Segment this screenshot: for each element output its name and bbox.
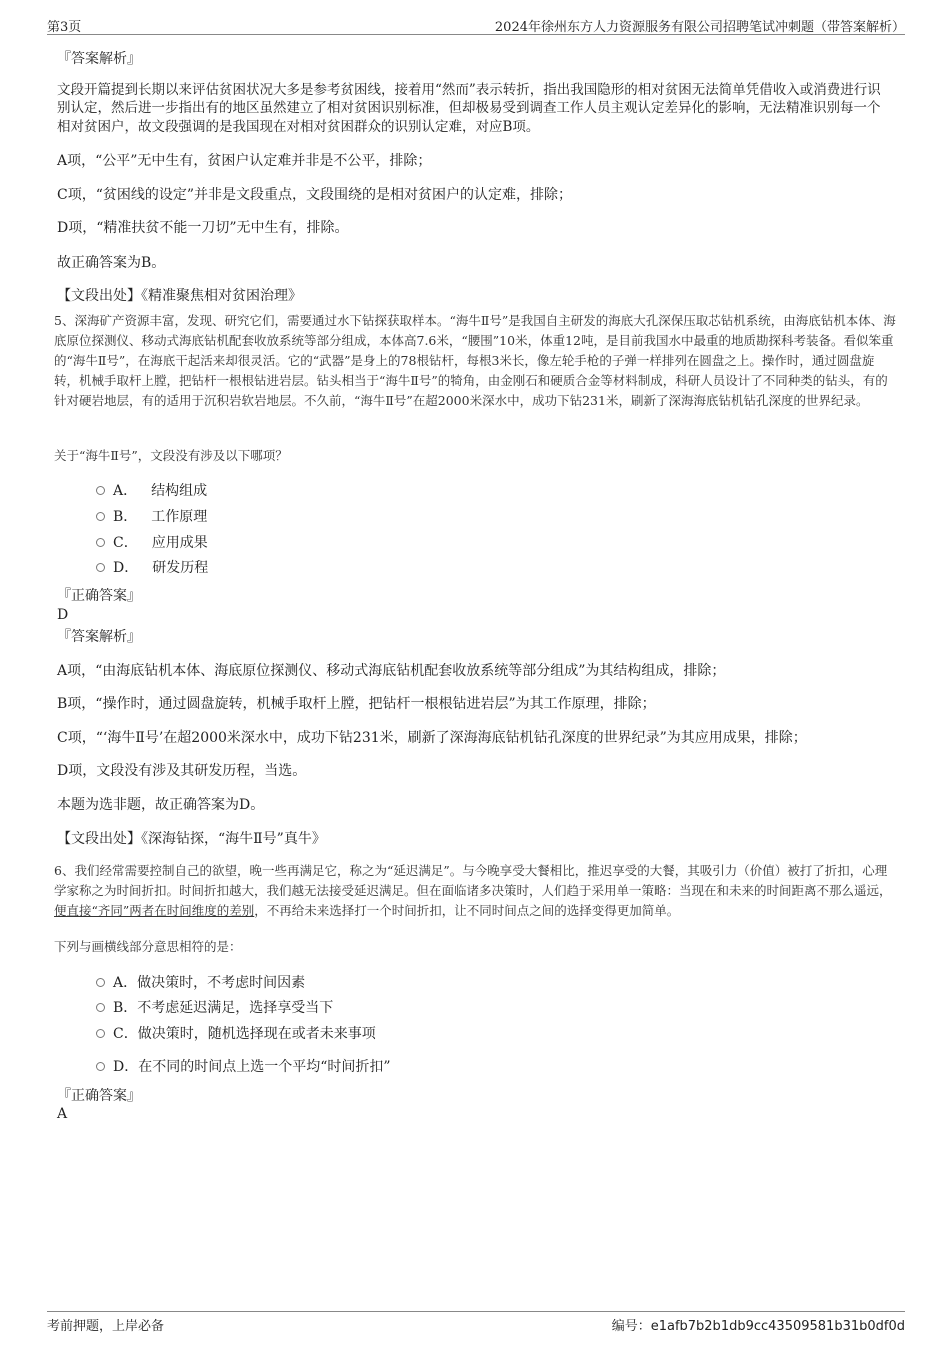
correct-answer: A — [57, 1106, 68, 1122]
radio-button[interactable] — [96, 486, 105, 495]
analysis-conclusion: 故正确答案为B。 — [57, 255, 166, 271]
analysis-paragraph: 文段开篇提到长期以来评估贫困状况大多是参考贫困线，接着用“然而”表示转折，指出我国隐形的相对贫困无法简单凭借收入或消费进行识别认定，然后进一步指出有的地区虽然建立了相对贫困识别标准，但却极易受到调查工作人员主观认定差异化的影响，无法精准识别每一个相对贫困户，故文段强调的是我国现在对相对贫困群众的识别认定难，对应B项。 — [57, 82, 881, 135]
radio-button[interactable] — [96, 1003, 105, 1012]
question-5-option-c[interactable]: C． 应用成果 — [96, 534, 208, 552]
question-6-option-b[interactable]: B．不考虑延迟满足，选择享受当下 — [96, 999, 333, 1017]
analysis-option-b: B项，“操作时，通过圆盘旋转，机械手取杆上膛，把钻杆一根根钻进岩层”为其工作原理，排除； — [57, 696, 656, 712]
document-title: 2024年徐州东方人力资源服务有限公司招聘笔试冲刺题（带答案解析） — [494, 20, 905, 35]
source-citation: 【文段出处】《深海钻探，“海牛Ⅱ号”真牛》 — [57, 831, 326, 847]
question-5-stem: 关于“海牛Ⅱ号”，文段没有涉及以下哪项？ — [54, 448, 288, 463]
question-5-option-d[interactable]: D． 研发历程 — [96, 559, 208, 577]
analysis-option-c: C项，“贫困线的设定”并非是文段重点，文段围绕的是相对贫困户的认定难，排除； — [57, 187, 573, 203]
page-header — [47, 14, 905, 35]
analysis-option-c: C项，“‘海牛Ⅱ号’在超2000米深水中，成功下钻231米，刷新了深海海底钻机钻孔深度的世界纪录”为其应用成果，排除； — [57, 730, 807, 746]
correct-answer-heading: 『正确答案』 — [57, 1088, 141, 1104]
document-id: 编号：e1afb7b2b1db9cc43509581b31b0df0d — [611, 1319, 905, 1334]
page-footer — [47, 1311, 905, 1334]
question-5-option-b[interactable]: B． 工作原理 — [96, 508, 207, 526]
radio-button[interactable] — [96, 512, 105, 521]
analysis-option-d: D项，“精准扶贫不能一刀切”无中生有，排除。 — [57, 220, 349, 236]
question-5-option-a[interactable]: A． 结构组成 — [96, 482, 207, 500]
radio-button[interactable] — [96, 1062, 105, 1071]
analysis-heading: 『答案解析』 — [57, 51, 141, 67]
radio-button[interactable] — [96, 538, 105, 547]
question-6-option-a[interactable]: A．做决策时，不考虑时间因素 — [96, 974, 305, 992]
analysis-option-a: A项，“由海底钻机本体、海底原位探测仪、移动式海底钻机配套收放系统等部分组成”为其结构组成，排除； — [57, 663, 726, 679]
analysis-conclusion: 本题为选非题，故正确答案为D。 — [57, 797, 265, 813]
source-citation: 【文段出处】《精准聚焦相对贫困治理》 — [57, 288, 302, 304]
radio-button[interactable] — [96, 1029, 105, 1038]
radio-button[interactable] — [96, 563, 105, 572]
analysis-option-d: D项，文段没有涉及其研发历程，当选。 — [57, 763, 307, 779]
footer-slogan: 考前押题，上岸必备 — [47, 1319, 165, 1334]
question-6-option-d[interactable]: D．在不同的时间点上选一个平均“时间折扣” — [96, 1058, 391, 1076]
analysis-heading: 『答案解析』 — [57, 629, 141, 645]
question-6-passage: 6、我们经常需要控制自己的欲望，晚一些再满足它，称之为“延迟满足”。与今晚享受大餐相比，推迟享受的大餐，其吸引力（价值）被打了折扣，心理学家称之为时间折扣。时间折扣越大，我们越无法接受延迟满足。但在面临诸多决策时，人们趋于采用单一策略：当现在和未来的时间距离不那么遥远，便直接“齐同”两者在时间维度的差别，不再给未来选择打一个时间折扣，让不同时间点之间的选择变得更加简单。 — [54, 863, 892, 918]
question-6-stem: 下列与画横线部分意思相符的是： — [54, 939, 242, 954]
correct-answer-heading: 『正确答案』 — [57, 588, 141, 604]
page-number: 第3页 — [47, 20, 82, 35]
radio-button[interactable] — [96, 978, 105, 987]
analysis-option-a: A项，“公平”无中生有，贫困户认定难并非是不公平，排除； — [57, 153, 432, 169]
underlined-phrase: 便直接“齐同”两者在时间维度的差别 — [54, 903, 255, 918]
question-5-passage: 5、深海矿产资源丰富，发现、研究它们，需要通过水下钻探获取样本。“海牛Ⅱ号”是我国自主研发的海底大孔深保压取芯钻机系统，由海底钻机本体、海底原位探测仪、移动式海底钻机配套收放系统等部分组成，本体高7.6米，“腰围”10米，体重12吨，是目前我国水中最重的地质勘探科考装备。看似笨重的“海牛Ⅱ号”，在海底干起活来却很灵活。它的“武器”是身上的78根钻杆，每根3米长，像左轮手枪的子弹一样排列在圆盘之上。操作时，通过圆盘旋转，机械手取杆上膛，把钻杆一根根钻进岩层。钻头相当于“海牛Ⅱ号”的犄角，由金刚石和硬质合金等材料制成，科研人员设计了不同种类的钻头，有的针对硬岩地层，有的适用于沉积岩软岩地层。不久前，“海牛Ⅱ号”在超2000米深水中，成功下钻231米，刷新了深海海底钻机钻孔深度的世界纪录。 — [54, 313, 896, 408]
correct-answer: D — [57, 607, 69, 623]
question-6-option-c[interactable]: C．做决策时，随机选择现在或者未来事项 — [96, 1025, 376, 1043]
